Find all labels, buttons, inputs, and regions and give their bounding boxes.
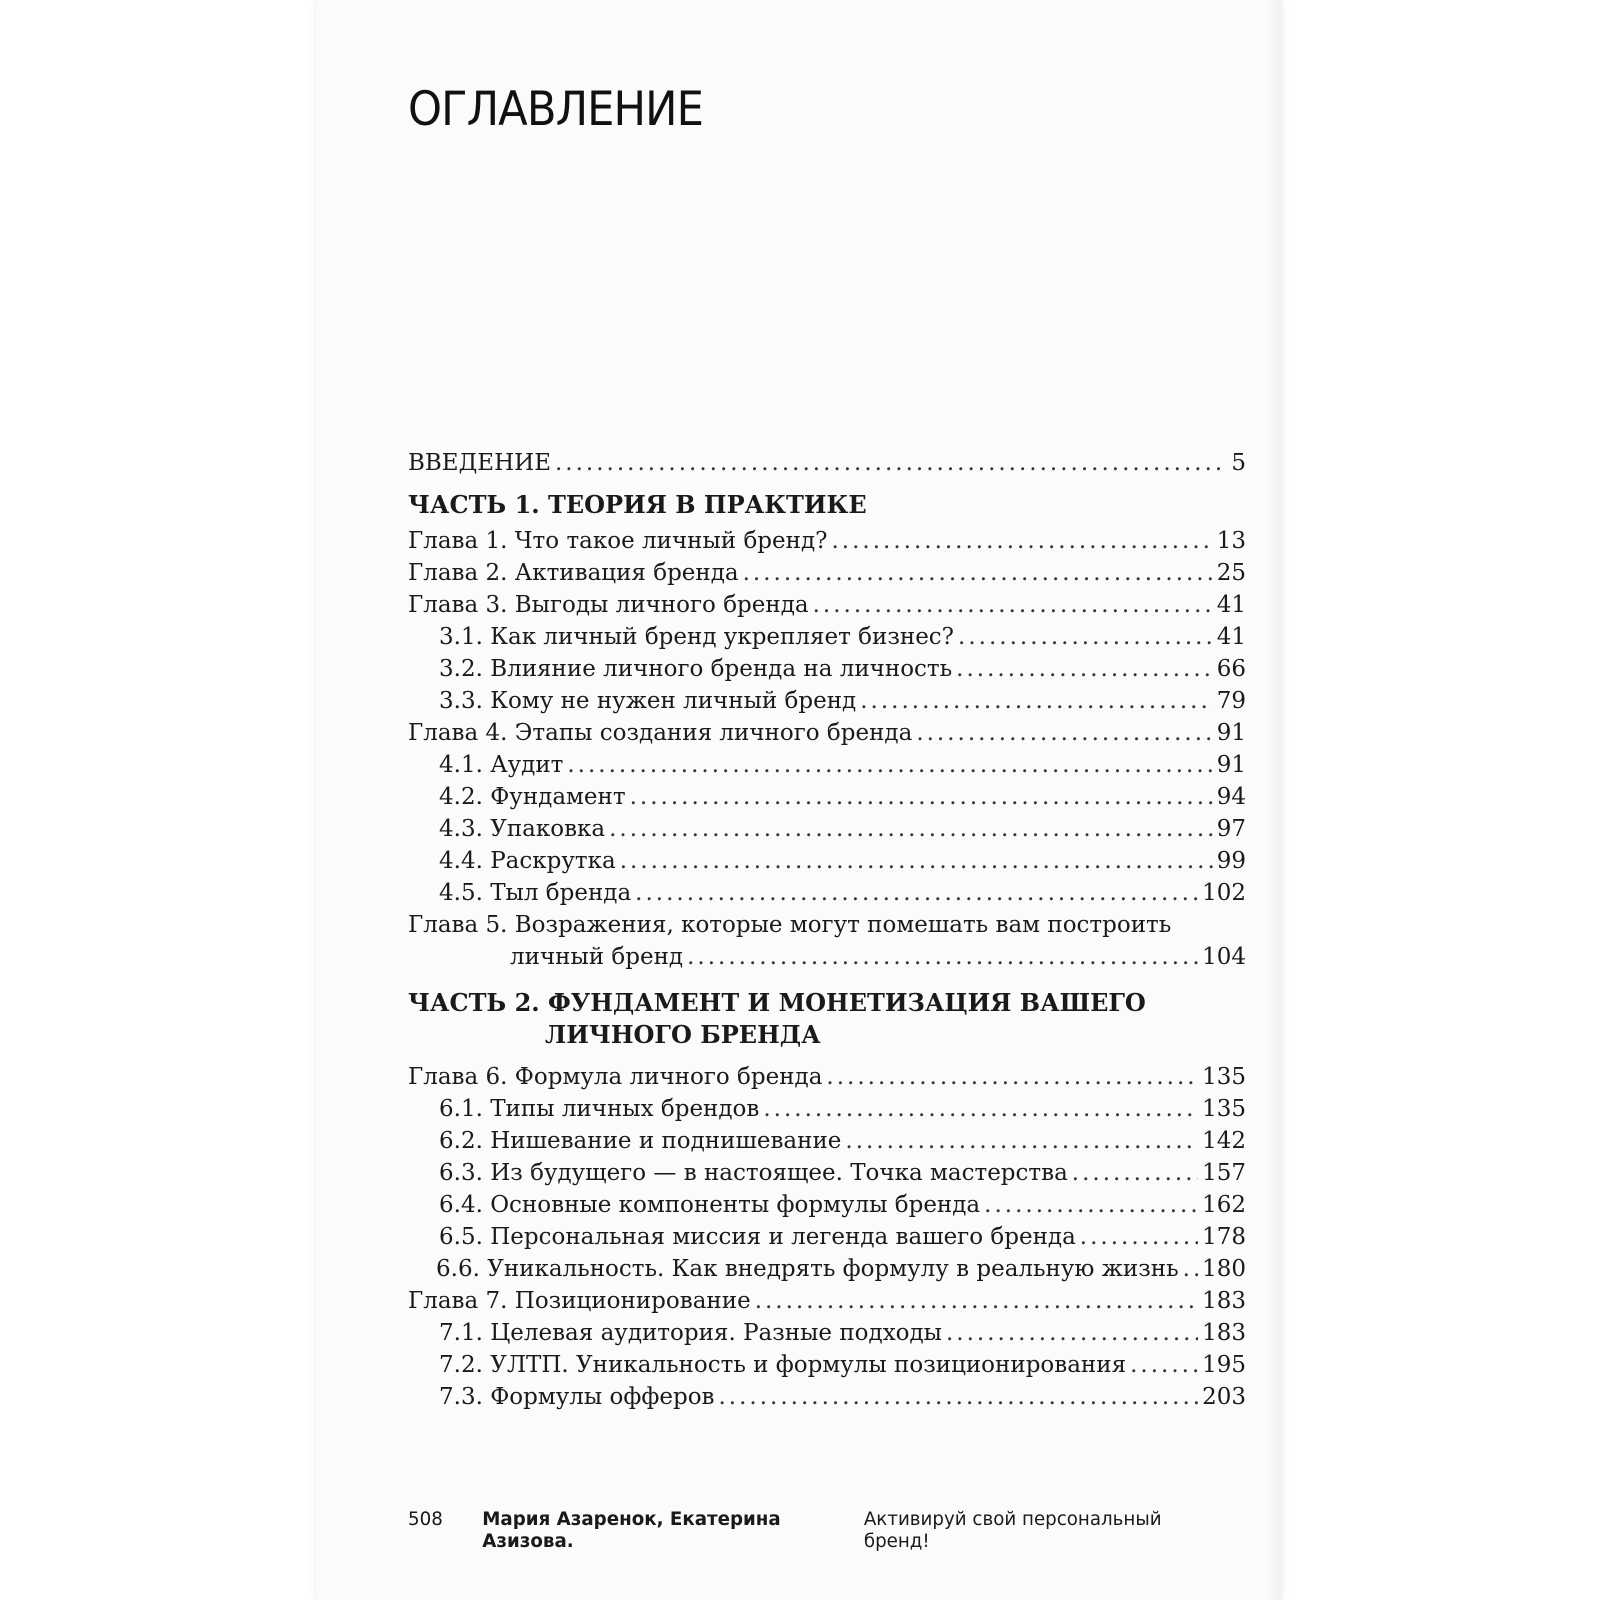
toc-entry-chapter-5-continued [510,941,1246,973]
toc-entry-label: ВВЕДЕНИЕ [408,450,551,476]
toc-entry-section-4-5 [408,877,1246,909]
toc-entry-section-3-1 [408,621,1246,653]
toc-entry-page: 99 [1216,848,1246,874]
toc-entry-section-6-1 [408,1093,1246,1125]
toc-entry-page: 157 [1202,1160,1246,1186]
dot-leader [609,813,1213,845]
toc-entry-label: 4.5. Тыл бренда [439,880,632,906]
toc-entry-page: 142 [1202,1128,1246,1154]
part-2-heading [408,987,1246,1051]
dot-leader [845,1125,1198,1157]
page-edge-shadow [1264,0,1282,1600]
toc-entry-chapter-5 [408,909,1246,941]
toc-entry-section-6-3 [408,1157,1246,1189]
toc-entry-label: 6.3. Из будущего — в настоящее. Точка мастерства [439,1160,1068,1186]
dot-leader [620,845,1213,877]
toc-entry-section-7-1 [408,1317,1246,1349]
toc-entry-page: 91 [1216,720,1246,746]
dot-leader [956,653,1213,685]
footer-authors: Мария Азаренок, Екатерина Азизова. [482,1508,781,1552]
dot-leader [1072,1157,1198,1189]
toc-entry-page: 195 [1202,1352,1246,1378]
toc-entry-page: 180 [1202,1256,1246,1282]
toc-entry-label: 3.2. Влияние личного бренда на личность [439,656,953,682]
toc-entry-intro [408,447,1246,479]
toc-entry-page: 183 [1202,1288,1246,1314]
page-number: 508 [408,1508,443,1530]
toc-entry-page: 91 [1216,752,1246,778]
dot-leader [763,1093,1198,1125]
toc-entry-label: 6.2. Нишевание и поднишевание [439,1128,842,1154]
table-of-contents [408,447,1246,1413]
toc-entry-section-3-3 [408,685,1246,717]
toc-entry-page: 94 [1216,784,1246,810]
toc-entry-section-4-4 [408,845,1246,877]
dot-leader [831,525,1212,557]
dot-leader [860,685,1213,717]
toc-entry-section-7-2 [408,1349,1246,1381]
toc-entry-page: 135 [1202,1064,1246,1090]
toc-entry-section-4-1 [408,749,1246,781]
toc-entry-chapter-2 [408,557,1246,589]
toc-entry-page: 183 [1202,1320,1246,1346]
dot-leader [719,1381,1199,1413]
toc-entry-label: Глава 4. Этапы создания личного бренда [408,720,913,746]
toc-entry-page: 102 [1202,880,1246,906]
page-footer [408,1508,1212,1552]
toc-entry-chapter-3 [408,589,1246,621]
toc-entry-page: 41 [1216,624,1246,650]
dot-leader [958,621,1213,653]
dot-leader [567,749,1212,781]
toc-entry-label: 6.6. Уникальность. Как внедрять формулу в реальную жизнь [436,1256,1179,1282]
toc-entry-page: 13 [1216,528,1246,554]
toc-entry-section-4-3 [408,813,1246,845]
toc-entry-chapter-6 [408,1061,1246,1093]
toc-entry-chapter-1 [408,525,1246,557]
toc-entry-label: 4.2. Фундамент [439,784,626,810]
dot-leader [1183,1253,1198,1285]
toc-entry-chapter-7 [408,1285,1246,1317]
part-1-heading: ЧАСТЬ 1. ТЕОРИЯ В ПРАКТИКЕ [408,490,867,519]
toc-entry-label: 3.1. Как личный бренд укрепляет бизнес? [439,624,955,650]
dot-leader [743,557,1213,589]
toc-entry-section-6-2 [408,1125,1246,1157]
toc-entry-page: 25 [1216,560,1246,586]
toc-entry-label: 6.5. Персональная миссия и легенда вашего бренда [439,1224,1076,1250]
toc-entry-page: 79 [1216,688,1246,714]
dot-leader [755,1285,1198,1317]
dot-leader [555,447,1227,479]
toc-entry-page: 41 [1216,592,1246,618]
footer-book-title: Активируй свой персональный бренд! [863,1508,1162,1552]
toc-entry-label: 7.1. Целевая аудитория. Разные подходы [439,1320,942,1346]
dot-leader [813,589,1213,621]
toc-entry-page: 135 [1202,1096,1246,1122]
toc-entry-label: Глава 3. Выгоды личного бренда [408,592,809,618]
toc-entry-page: 203 [1202,1384,1246,1410]
dot-leader [946,1317,1198,1349]
toc-entry-chapter-4 [408,717,1246,749]
toc-entry-label: 7.2. УЛТП. Уникальность и формулы позиционирования [439,1352,1127,1378]
toc-entry-label: Глава 1. Что такое личный бренд? [408,528,828,554]
toc-entry-label: Глава 5. Возражения, которые могут помешать вам построить [408,912,1172,938]
toc-entry-label: 4.3. Упаковка [439,816,606,842]
toc-entry-label: 6.4. Основные компоненты формулы бренда [439,1192,981,1218]
toc-entry-label: 4.1. Аудит [439,752,564,778]
part-2-heading-line-1: ЧАСТЬ 2. ФУНДАМЕНТ И МОНЕТИЗАЦИЯ ВАШЕГО [408,988,1146,1017]
toc-entry-label: 6.1. Типы личных брендов [439,1096,760,1122]
toc-entry-label: личный бренд [510,944,684,970]
toc-entry-section-6-4 [408,1189,1246,1221]
toc-entry-page: 162 [1202,1192,1246,1218]
dot-leader [984,1189,1198,1221]
toc-entry-page: 5 [1231,450,1246,476]
toc-entry-label: Глава 6. Формула личного бренда [408,1064,823,1090]
toc-entry-label: 7.3. Формулы офферов [439,1384,715,1410]
toc-entry-section-4-2 [408,781,1246,813]
toc-entry-label: 3.3. Кому не нужен личный бренд [439,688,857,714]
dot-leader [630,781,1213,813]
toc-entry-section-6-5 [408,1221,1246,1253]
dot-leader [826,1061,1198,1093]
toc-entry-label: Глава 7. Позиционирование [408,1288,751,1314]
toc-entry-label: Глава 2. Активация бренда [408,560,739,586]
toc-entry-page: 178 [1202,1224,1246,1250]
toc-entry-section-6-6 [408,1253,1246,1285]
toc-entry-page: 66 [1216,656,1246,682]
page-title: ОГЛАВЛЕНИЕ [408,82,703,137]
dot-leader [687,941,1198,973]
dot-leader [635,877,1198,909]
part-2-heading-line-2: ЛИЧНОГО БРЕНДА [545,1020,821,1049]
toc-entry-page: 97 [1216,816,1246,842]
toc-entry-section-7-3 [408,1381,1246,1413]
toc-entry-page: 104 [1202,944,1246,970]
toc-entry-section-3-2 [408,653,1246,685]
dot-leader [1080,1221,1198,1253]
dot-leader [916,717,1212,749]
toc-entry-label: 4.4. Раскрутка [439,848,616,874]
dot-leader [1130,1349,1198,1381]
